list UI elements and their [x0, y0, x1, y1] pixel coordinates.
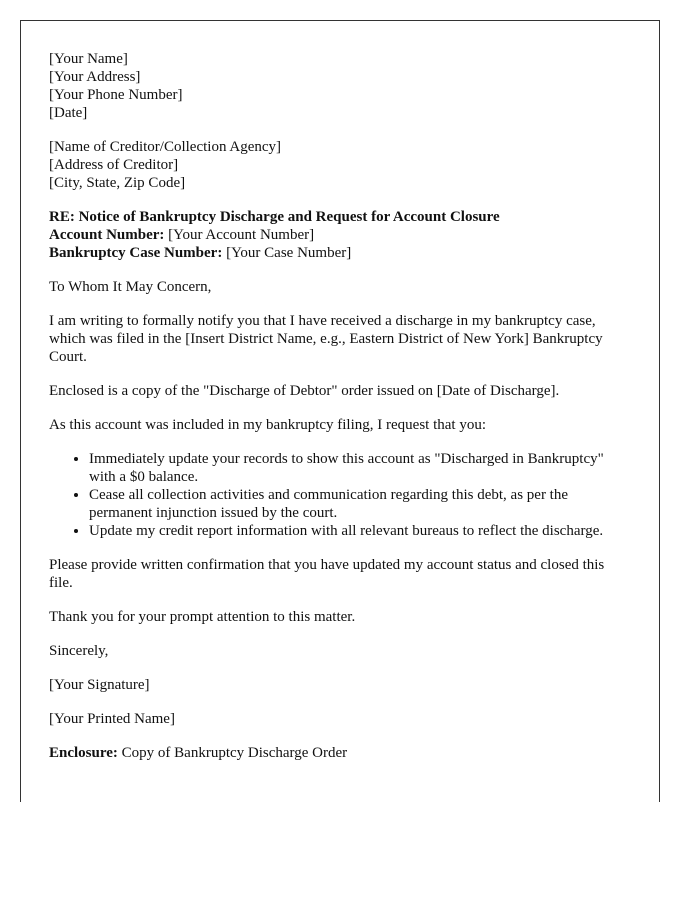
sender-block: [49, 50, 631, 122]
case-number-line: [49, 244, 631, 262]
account-number-value: [Your Account Number]: [164, 227, 315, 243]
enclosure-line: [49, 744, 631, 762]
sender-name: [Your Name]: [49, 51, 128, 67]
signature-placeholder: [Your Signature]: [49, 677, 150, 693]
case-number-label: Bankruptcy Case Number:: [49, 245, 223, 261]
enclosure-value: Copy of Bankruptcy Discharge Order: [117, 745, 348, 761]
subject-block: [49, 208, 631, 262]
paragraph-confirmation-request: Please provide written confirmation that you have updated my account status and closed this file.: [49, 557, 605, 591]
paragraph-thanks: Thank you for your prompt attention to this matter.: [49, 609, 356, 625]
letter-page: [20, 20, 660, 802]
account-number-label: Account Number:: [49, 227, 165, 243]
sender-address: [Your Address]: [49, 69, 141, 85]
paragraph-request-intro: As this account was included in my bankruptcy filing, I request that you:: [49, 417, 486, 433]
re-line: [49, 208, 631, 226]
recipient-address: [Address of Creditor]: [49, 157, 179, 173]
enclosure-label: Enclosure:: [49, 745, 118, 761]
list-item: • Cease all collection activities and communication regarding this debt, as per the permanent injunction issued by the court.: [89, 486, 631, 522]
case-number-value: [Your Case Number]: [222, 245, 352, 261]
paragraph-enclosure-note: Enclosed is a copy of the "Discharge of Debtor" order issued on [Date of Discharge].: [49, 383, 560, 399]
re-line-text: RE: Notice of Bankruptcy Discharge and Request for Account Closure: [49, 209, 500, 225]
sender-phone: [Your Phone Number]: [49, 87, 183, 103]
recipient-name: [Name of Creditor/Collection Agency]: [49, 139, 282, 155]
recipient-block: [49, 138, 631, 192]
printed-name-placeholder: [Your Printed Name]: [49, 711, 175, 727]
account-number-line: [49, 226, 631, 244]
request-list: [49, 450, 631, 540]
paragraph-discharge-notice: I am writing to formally notify you that I have received a discharge in my bankruptcy case, which was filed in the [Insert District Name, e.g., Eastern District of New York] Bankruptcy Court.: [49, 313, 603, 365]
valediction: Sincerely,: [49, 643, 109, 659]
letter-date: [Date]: [49, 105, 88, 121]
salutation: To Whom It May Concern,: [49, 279, 212, 295]
list-item: • Immediately update your records to show this account as "Discharged in Bankruptcy" with a $0 balance.: [89, 450, 631, 486]
recipient-city-state-zip: [City, State, Zip Code]: [49, 175, 186, 191]
list-item: • Update my credit report information with all relevant bureaus to reflect the discharge.: [89, 522, 631, 540]
